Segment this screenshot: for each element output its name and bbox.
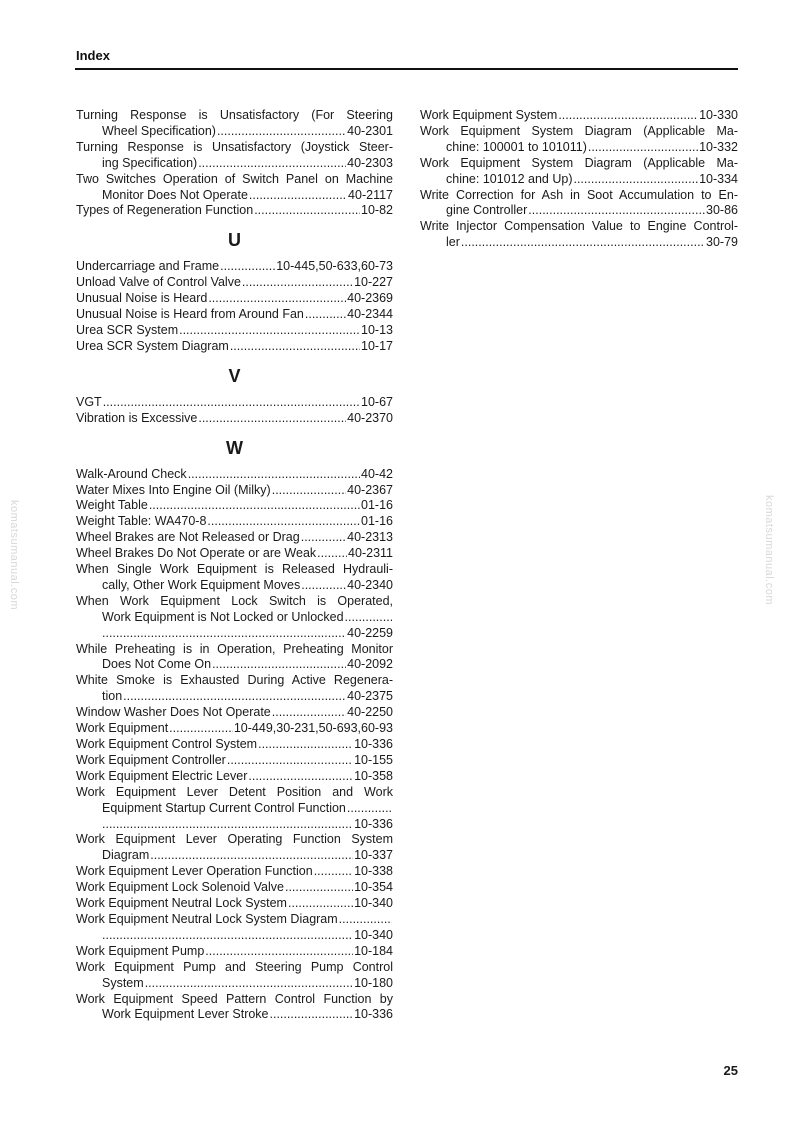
section-letter-u: U [228, 230, 241, 251]
page-ref: 40-2117 [348, 187, 393, 202]
index-entry: Urea SCR System Diagram ..... 10-17 [76, 339, 393, 355]
page-ref: 01-16 [361, 498, 393, 513]
index-entry: Work Equipment Lever Detent Position and Work Equipment Startup Current Control Function ..... ..... 10-336 [76, 785, 393, 833]
page-ref: 10-340 [354, 927, 393, 942]
dot-leader [588, 140, 698, 156]
dot-leader [205, 944, 353, 960]
page-ref: 40-2092 [347, 657, 393, 672]
page-ref: 40-2259 [347, 625, 393, 640]
page-ref: 40-2311 [348, 546, 393, 561]
dot-leader [272, 705, 346, 721]
page-ref: 10-82 [361, 203, 393, 218]
index-entry: Window Washer Does Not Operate ..... 40-2250 [76, 705, 393, 721]
index-entry: Two Switches Operation of Switch Panel on Machine Monitor Does Not Operate ..... 40-2117 [76, 172, 393, 204]
page-ref: 10-336 [354, 737, 393, 751]
index-column-left [76, 108, 393, 1023]
dot-leader [198, 411, 346, 427]
dot-leader [461, 235, 705, 251]
dot-leader [288, 896, 353, 912]
page-ref: 10-340 [354, 896, 393, 911]
dot-leader [179, 323, 360, 339]
index-entry: Work Equipment Speed Pattern Control Function by Work Equipment Lever Stroke ..... 10-336 [76, 992, 393, 1024]
dot-leader [345, 610, 392, 626]
page-ref: 40-2303 [347, 155, 393, 170]
index-entry: Wheel Brakes are Not Released or Drag ..... 40-2313 [76, 530, 393, 546]
index-entry: Write Injector Compensation Value to Engine Control- ler ..... 30-79 [420, 219, 738, 251]
dot-leader [220, 259, 275, 275]
page-ref: 10-13 [361, 322, 393, 337]
dot-leader [212, 657, 346, 673]
page-ref: 40-42 [361, 466, 393, 481]
page-ref: 10-449,30-231,50-693,60-93 [233, 721, 393, 736]
dot-leader [150, 848, 353, 864]
index-entry: Unusual Noise is Heard ..... 40-2369 [76, 291, 393, 307]
dot-leader [528, 203, 705, 219]
dot-leader [254, 203, 360, 219]
index-entry: Weight Table ..... 01-16 [76, 498, 393, 514]
page-ref: 40-2367 [347, 482, 393, 497]
page-ref: 10-334 [699, 171, 738, 186]
dot-leader [217, 124, 346, 140]
page-header-title: Index [76, 48, 110, 63]
index-entry: Work Equipment System Diagram (Applicable Ma- chine: 100001 to 101011) ..... 10-332 [420, 124, 738, 156]
dot-leader [339, 912, 392, 928]
dot-leader [102, 626, 346, 642]
dot-leader [285, 880, 353, 896]
page-ref: 10-338 [354, 864, 393, 879]
dot-leader [258, 737, 353, 753]
index-entry: Unusual Noise is Heard from Around Fan ..... 40-2344 [76, 307, 393, 323]
index-entry: Work Equipment Neutral Lock System Diagram ..... ..... 10-340 [76, 912, 393, 944]
index-entry: Work Equipment Electric Lever ..... 10-358 [76, 769, 393, 785]
index-entry: Work Equipment Control System ..... 10-336 [76, 737, 393, 753]
dot-leader [305, 307, 346, 323]
page-ref: 10-358 [354, 768, 393, 783]
page-ref: 10-336 [354, 1007, 393, 1022]
dot-leader [207, 514, 360, 530]
page-ref: 10-336 [354, 816, 393, 831]
dot-leader [102, 928, 353, 944]
index-entry: Walk-Around Check ..... 40-42 [76, 467, 393, 483]
index-entry: Work Equipment Lock Solenoid Valve ..... 10-354 [76, 880, 393, 896]
dot-leader [208, 291, 346, 307]
page-ref: 40-2369 [347, 291, 393, 306]
page-ref: 10-184 [354, 943, 393, 958]
dot-leader [242, 275, 353, 291]
dot-leader [169, 721, 233, 737]
index-entry: Types of Regeneration Function ..... 10-82 [76, 203, 393, 219]
page-ref: 40-2340 [347, 577, 393, 592]
section-letter-v: V [228, 365, 241, 386]
page-ref: 10-445,50-633,60-73 [276, 259, 393, 274]
index-entry: Work Equipment Pump ..... 10-184 [76, 944, 393, 960]
index-entry: Water Mixes Into Engine Oil (Milky) ..... 40-2367 [76, 483, 393, 499]
page-ref: 40-2250 [347, 705, 393, 720]
index-entry: Work Equipment System ..... 10-330 [420, 108, 738, 124]
index-entry: Work Equipment ..... 10-449,30-231,50-693,60-93 [76, 721, 393, 737]
page-ref: 10-337 [354, 848, 393, 863]
index-entry: When Single Work Equipment is Released Hydrauli- cally, Other Work Equipment Moves ..... 40-2340 [76, 562, 393, 594]
index-entry: Work Equipment System Diagram (Applicable Ma- chine: 101012 and Up) ..... 10-334 [420, 156, 738, 188]
dot-leader [314, 864, 353, 880]
page-ref: 10-155 [354, 752, 393, 767]
page-ref: 10-67 [361, 394, 393, 409]
index-entry: Turning Response is Unsatisfactory (Joystick Steer- ing Specification) ..... 40-2303 [76, 140, 393, 172]
index-entry: White Smoke is Exhausted During Active Regenera- tion ..... 40-2375 [76, 673, 393, 705]
index-entry: Work Equipment Controller ..... 10-155 [76, 753, 393, 769]
dot-leader [230, 339, 360, 355]
page-ref: 10-17 [361, 338, 393, 353]
index-column-right [420, 108, 738, 251]
index-entry: Work Equipment Pump and Steering Pump Control System ..... 10-180 [76, 960, 393, 992]
dot-leader [301, 578, 346, 594]
index-entry: Weight Table: WA470-8 ..... 01-16 [76, 514, 393, 530]
index-entry: While Preheating is in Operation, Preheating Monitor Does Not Come On ..... 40-2092 [76, 642, 393, 674]
dot-leader [270, 1007, 354, 1023]
dot-leader [347, 801, 392, 817]
watermark-right: komatsumanual.com [763, 495, 775, 605]
page-ref: 10-227 [354, 275, 393, 290]
dot-leader [249, 188, 347, 204]
index-entry: Work Equipment Neutral Lock System ..... 10-340 [76, 896, 393, 912]
index-entry: Undercarriage and Frame ..... 10-445,50-633,60-73 [76, 259, 393, 275]
index-entry: Urea SCR System ..... 10-13 [76, 323, 393, 339]
page-ref: 10-332 [699, 139, 738, 154]
index-entry: VGT ..... 10-67 [76, 395, 393, 411]
index-entry: Work Equipment Lever Operation Function ..... 10-338 [76, 864, 393, 880]
index-entry: Turning Response is Unsatisfactory (For Steering Wheel Specification) ..... 40-2301 [76, 108, 393, 140]
page-ref: 01-16 [361, 514, 393, 529]
index-entry: When Work Equipment Lock Switch is Operated, Work Equipment is Not Locked or Unlocked ..... ..... 40-2259 [76, 594, 393, 642]
dot-leader [248, 769, 353, 785]
page-ref: 30-79 [706, 235, 738, 250]
watermark-left: komatsumanual.com [8, 500, 20, 610]
index-entry: Unload Valve of Control Valve ..... 10-227 [76, 275, 393, 291]
dot-leader [227, 753, 353, 769]
page-ref: 10-330 [699, 108, 738, 122]
dot-leader [198, 156, 346, 172]
page-ref: 40-2375 [347, 689, 393, 704]
page-ref: 30-86 [706, 203, 738, 218]
dot-leader [145, 976, 353, 992]
dot-leader [573, 172, 698, 188]
index-entry: Write Correction for Ash in Soot Accumulation to En- gine Controller ..... 30-86 [420, 188, 738, 220]
index-entry: Vibration is Excessive ..... 40-2370 [76, 411, 393, 427]
dot-leader [317, 546, 347, 562]
dot-leader [102, 817, 353, 833]
page-ref: 40-2301 [347, 123, 393, 138]
section-letter-w: W [226, 437, 243, 458]
page-ref: 10-180 [354, 975, 393, 990]
dot-leader [123, 689, 346, 705]
page-ref: 40-2344 [347, 307, 393, 322]
dot-leader [103, 395, 360, 411]
dot-leader [149, 498, 360, 514]
dot-leader [272, 483, 346, 499]
page-number: 25 [723, 1063, 738, 1078]
page-ref: 40-2313 [347, 530, 393, 545]
dot-leader [558, 108, 698, 124]
header-divider [75, 68, 738, 70]
index-entry: Work Equipment Lever Operating Function System Diagram ..... 10-337 [76, 832, 393, 864]
page-ref: 10-354 [354, 880, 393, 895]
dot-leader [188, 467, 360, 483]
index-entry: Wheel Brakes Do Not Operate or are Weak ..... 40-2311 [76, 546, 393, 562]
dot-leader [301, 530, 346, 546]
page-ref: 40-2370 [347, 410, 393, 425]
